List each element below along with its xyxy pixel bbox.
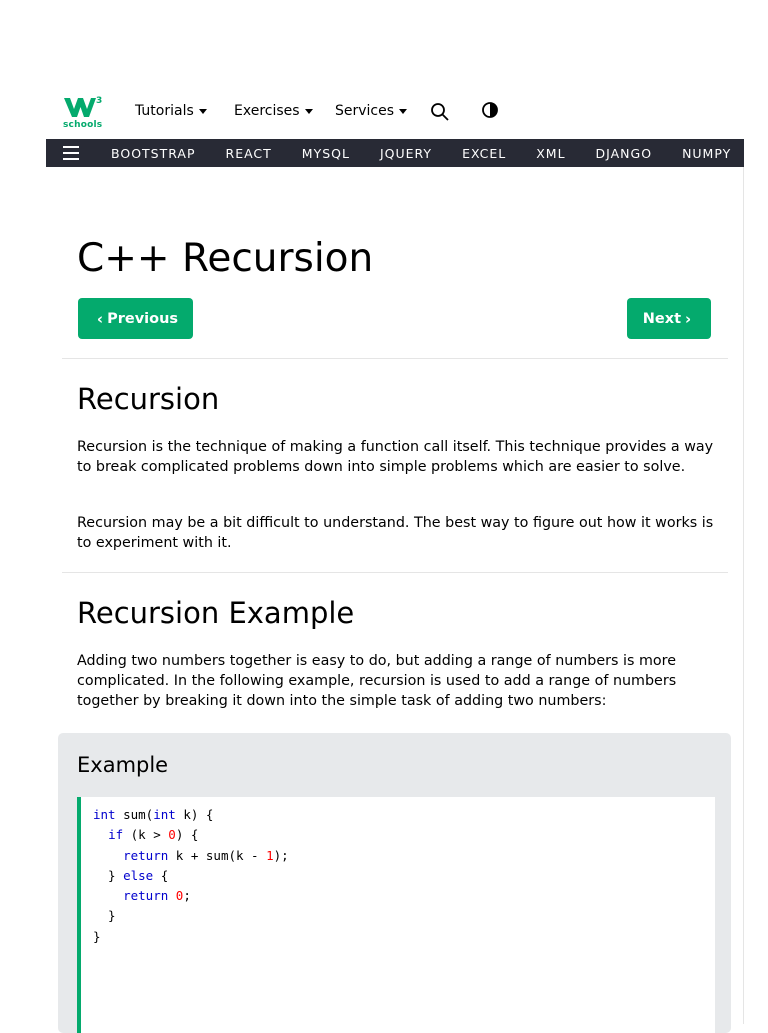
recursion-paragraph-2: Recursion may be a bit difficult to understand. The best way to figure out how it works is to experiment with it. [77, 515, 714, 551]
previous-button[interactable] [78, 298, 193, 339]
section-heading-example: Recursion Example [77, 596, 355, 630]
code-line: } [93, 908, 116, 924]
code-line: } [93, 928, 101, 944]
example-box [58, 733, 731, 1033]
code-line: return k + sum(k - 1); [123, 847, 289, 863]
exercises-menu-label: Exercises [234, 103, 300, 119]
chevron-right-icon: › [685, 309, 692, 328]
w3-logo-icon [62, 94, 106, 120]
caret-down-icon [199, 109, 207, 114]
exercises-menu[interactable] [234, 103, 313, 119]
code-text [93, 805, 289, 947]
svg-text:3: 3 [96, 96, 103, 106]
caret-down-icon [305, 109, 313, 114]
services-menu[interactable] [335, 103, 407, 119]
topic-nav [46, 139, 744, 167]
services-menu-label: Services [335, 103, 395, 119]
contrast-icon[interactable] [481, 101, 501, 121]
divider [62, 572, 728, 573]
logo-text: schools [63, 120, 103, 130]
topic-links [111, 139, 761, 167]
code-line: int sum(int k) { [93, 807, 214, 822]
nav-link-bootstrap[interactable]: BOOTSTRAP [111, 145, 196, 161]
next-button[interactable] [627, 298, 711, 339]
search-icon[interactable] [430, 102, 450, 122]
nav-link-mysql[interactable]: MYSQL [301, 145, 350, 161]
code-line: } else { [93, 867, 169, 883]
divider [62, 358, 728, 359]
w3schools-logo[interactable] [62, 94, 106, 134]
top-header [0, 90, 768, 136]
example-box-title: Example [77, 753, 169, 777]
page-title: C++ Recursion [77, 236, 374, 281]
chevron-left-icon: ‹ [96, 309, 104, 328]
code-line: return 0; [123, 888, 191, 904]
example-paragraph: Adding two numbers together is easy to do, but adding a range of numbers is more complicated. In the following example, recursion is used to add a range of numbers together by breaking it down into the simple task of adding two numbers: [77, 653, 677, 709]
nav-link-excel[interactable]: EXCEL [462, 145, 507, 161]
previous-button-label: Previous [107, 310, 179, 327]
nav-link-xml[interactable]: XML [536, 145, 566, 161]
nav-link-numpy[interactable]: NUMPY [682, 145, 732, 161]
nav-link-react[interactable]: REACT [225, 145, 272, 161]
recursion-paragraph-1: Recursion is the technique of making a function call itself. This technique provides a way to break complicated problems down into simple problems which are easier to solve. [77, 439, 714, 475]
code-block [77, 797, 715, 1033]
tutorials-menu[interactable] [135, 103, 207, 119]
hamburger-icon[interactable] [63, 146, 79, 160]
content-border [743, 167, 744, 1024]
nav-link-jquery[interactable]: JQUERY [379, 145, 433, 161]
section-heading-recursion: Recursion [77, 382, 220, 416]
caret-down-icon [399, 109, 407, 114]
tutorials-menu-label: Tutorials [135, 103, 194, 119]
next-button-label: Next [642, 310, 682, 327]
nav-link-django[interactable]: DJANGO [595, 145, 653, 161]
code-line: if (k > 0) { [108, 827, 199, 843]
